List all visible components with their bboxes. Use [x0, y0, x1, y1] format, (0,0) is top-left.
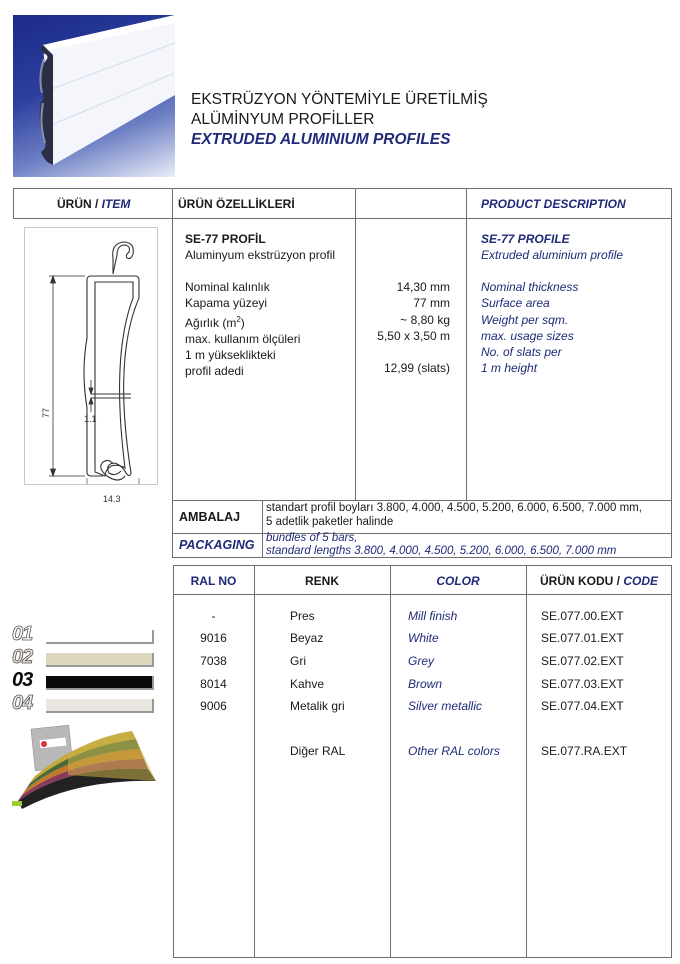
col-divider — [262, 500, 263, 558]
spec-value: 12,99 (slats) — [383, 361, 450, 376]
packaging-text-tr — [266, 501, 642, 529]
swatch-02 — [12, 648, 154, 666]
col-header-description: PRODUCT DESCRIPTION — [481, 197, 626, 211]
row-divider — [172, 557, 672, 558]
cell-code: SE.077.01.EXT — [541, 631, 624, 645]
col-divider — [466, 188, 467, 501]
product-subtitle-tr: Aluminyum ekstrüzyon profil — [185, 248, 336, 262]
spec-label-tr — [185, 312, 300, 331]
table-border-top — [173, 565, 672, 566]
col-divider — [254, 565, 255, 958]
cell-color: Brown — [408, 677, 443, 691]
swatch-bar — [46, 699, 154, 713]
table-border-bottom — [173, 957, 672, 958]
cell-code: SE.077.04.EXT — [541, 699, 624, 713]
product-name-tr: SE-77 PROFİL — [185, 232, 266, 246]
cell-color: Silver metallic — [408, 699, 483, 713]
table-header-divider — [13, 218, 672, 219]
cell-ral: 8014 — [200, 677, 227, 691]
col-divider — [355, 188, 356, 501]
col-divider — [390, 565, 391, 958]
col-header-code-tr: ÜRÜN KODU / — [539, 574, 624, 588]
cell-ral: 9016 — [200, 631, 227, 645]
spec-label-en: Surface area — [481, 296, 550, 311]
spec-label-tr: Kapama yüzeyi — [185, 296, 268, 311]
table-border-left — [13, 188, 14, 219]
table-border-top — [13, 188, 672, 189]
spec-label-en: max. usage sizes — [481, 328, 574, 343]
swatch-bar — [46, 653, 154, 667]
table-border-right — [671, 188, 672, 558]
spec-label-en: Weight per sqm. — [481, 312, 569, 327]
cell-color: Mill finish — [408, 609, 458, 623]
col-divider — [526, 565, 527, 958]
spec-label-en: 1 m height — [481, 361, 538, 376]
spec-labels-tr — [185, 279, 300, 380]
spec-label-tr: 1 m yükseklikteki — [185, 348, 276, 363]
col-header-code — [526, 574, 672, 588]
title-tr-line2: ALÜMİNYUM PROFİLLER — [191, 111, 375, 128]
paren: ) — [240, 315, 245, 330]
cell-ral: 7038 — [200, 654, 227, 668]
cell-renk: Metalik gri — [290, 699, 345, 713]
col-header-code-en: CODE — [623, 574, 658, 588]
spec-value — [377, 344, 450, 360]
swatch-number: 04 — [12, 692, 33, 714]
swatch-bar — [46, 676, 154, 690]
cell-code: SE.077.RA.EXT — [541, 744, 628, 758]
col-header-item — [57, 197, 130, 211]
dimension-width-label: 14.3 — [103, 494, 121, 504]
aluminium-slat-image — [13, 15, 175, 177]
col-header-ral: RAL NO — [190, 574, 237, 588]
cell-ral: - — [211, 609, 216, 623]
cell-code: SE.077.00.EXT — [541, 609, 624, 623]
cell-code: SE.077.02.EXT — [541, 654, 624, 668]
packaging-label-tr: AMBALAJ — [179, 510, 241, 524]
color-fan-illustration — [8, 725, 158, 810]
col-divider — [172, 188, 173, 558]
product-name-en: SE-77 PROFILE — [481, 232, 570, 246]
profile-photo — [13, 15, 175, 177]
swatch-number: 03 — [12, 669, 33, 691]
cell-color: Other RAL colors — [408, 744, 500, 758]
cross-section-drawing — [25, 228, 157, 484]
spec-label-en: Nominal thickness — [481, 280, 579, 294]
col-header-renk: RENK — [304, 574, 339, 588]
title-en: EXTRUDED ALUMINIUM PROFILES — [191, 131, 451, 148]
packaging-label-en: PACKAGING — [179, 538, 255, 552]
product-subtitle-en: Extruded aluminium profile — [481, 248, 624, 262]
document-title — [191, 90, 488, 150]
spec-value: 14,30 mm — [396, 280, 450, 294]
profile-cross-section-diagram — [24, 227, 158, 504]
cell-renk: Diğer RAL — [290, 744, 346, 758]
col-header-features: ÜRÜN ÖZELLİKLERİ — [178, 197, 295, 211]
spec-value: 5,50 x 3,50 m — [377, 328, 450, 343]
col-header-color: COLOR — [436, 574, 480, 588]
dimension-height-label: 77 — [41, 407, 52, 419]
spec-label-tr: max. kullanım ölçüleri — [185, 331, 301, 346]
spec-label-tr: profil adedi — [185, 364, 244, 379]
col-header-item-tr: ÜRÜN / — [57, 197, 102, 211]
cell-code: SE.077.03.EXT — [541, 677, 624, 691]
cell-renk: Pres — [290, 609, 315, 623]
swatch-01 — [12, 625, 154, 643]
spec-labels-en — [481, 279, 578, 377]
spec-label-tr: Nominal kalınlık — [185, 280, 270, 294]
spec-value: 77 mm — [413, 296, 450, 311]
packaging-tr-line1: standart profil boyları 3.800, 4.000, 4.500, 5.200, 6.000, 6.500, 7.000 mm, — [266, 502, 642, 514]
packaging-text-en — [266, 532, 616, 557]
swatch-bar — [46, 630, 154, 644]
table-border-left — [173, 565, 174, 958]
swatch-04 — [12, 694, 154, 712]
swatch-03 — [12, 671, 154, 689]
swatch-number: 02 — [12, 646, 33, 668]
dimension-wall-label: 1.1 — [84, 414, 97, 424]
superscript: 2 — [236, 314, 241, 324]
ral-color-fan-image — [8, 725, 158, 810]
swatch-number: 01 — [12, 623, 33, 645]
col-header-item-en: ITEM — [101, 197, 131, 211]
spec-value: ~ 8,80 kg — [400, 312, 450, 327]
packaging-tr-line2: 5 adetlik paketler halinde — [266, 516, 394, 528]
cell-renk: Kahve — [290, 677, 325, 691]
packaging-en-line1: bundles of 5 bars, — [266, 532, 358, 544]
spec-values — [377, 279, 450, 377]
table-header-divider — [173, 594, 672, 595]
title-tr-line1: EKSTRÜZYON YÖNTEMİYLE ÜRETİLMİŞ — [191, 91, 488, 108]
cell-renk: Gri — [290, 654, 306, 668]
spec-label-weight: Ağırlık (m — [185, 315, 237, 330]
cell-renk: Beyaz — [290, 631, 324, 645]
cell-ral: 9006 — [200, 699, 227, 713]
packaging-en-line2: standard lengths 3.800, 4.000, 4.500, 5.200, 6.000, 6.500, 7.000 mm — [266, 544, 617, 557]
spec-label-en: No. of slats per — [481, 345, 562, 360]
cell-color: White — [408, 631, 439, 645]
table-border-right — [671, 565, 672, 958]
cell-color: Grey — [408, 654, 435, 668]
color-swatches — [0, 625, 170, 725]
